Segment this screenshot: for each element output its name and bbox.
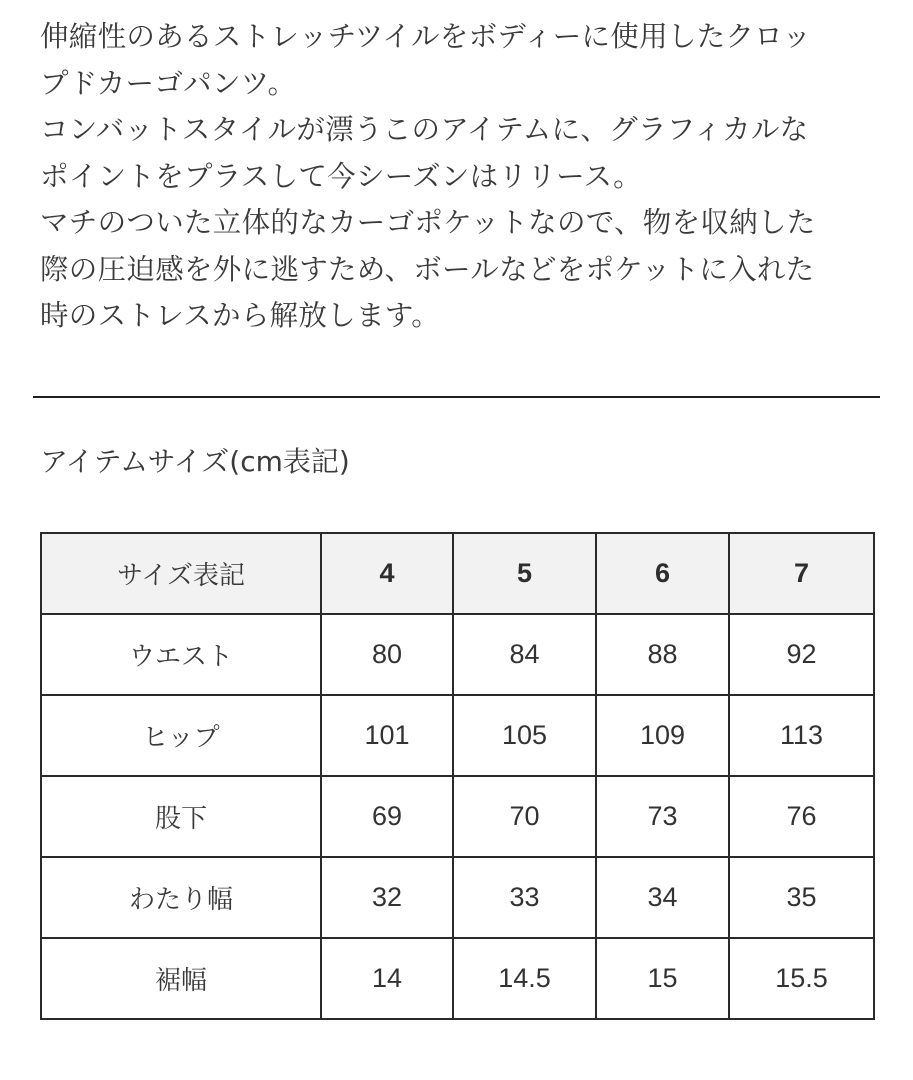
table-cell: 15	[596, 938, 729, 1019]
description-line: 際の圧迫感を外に逃すため、ボールなどをポケットに入れた	[40, 252, 815, 286]
description-line: プドカーゴパンツ。	[40, 66, 297, 100]
table-cell: 33	[453, 857, 596, 938]
table-cell: 15.5	[729, 938, 874, 1019]
size-table	[40, 532, 875, 1020]
size-header-cell: 6	[596, 533, 729, 614]
table-cell: 76	[729, 776, 874, 857]
table-cell: 88	[596, 614, 729, 695]
table-cell: 109	[596, 695, 729, 776]
section-divider	[33, 396, 880, 398]
table-cell: 80	[321, 614, 453, 695]
table-cell: 14	[321, 938, 453, 1019]
size-header-cell: 5	[453, 533, 596, 614]
table-cell: 73	[596, 776, 729, 857]
table-cell: 14.5	[453, 938, 596, 1019]
table-cell: 84	[453, 614, 596, 695]
size-header-cell: 4	[321, 533, 453, 614]
description-line: 時のストレスから解放します。	[40, 299, 441, 332]
size-label-header: サイズ表記	[41, 533, 321, 614]
table-cell: 32	[321, 857, 453, 938]
table-header-row	[41, 533, 874, 614]
table-row	[41, 695, 874, 776]
size-header-cell: 7	[729, 533, 874, 614]
description-line: コンバットスタイルが漂うこのアイテムに、グラフィカルな	[40, 113, 809, 146]
measurement-label: わたり幅	[41, 857, 321, 938]
measurement-label: 股下	[41, 776, 321, 857]
table-row	[41, 776, 874, 857]
measurement-label: ウエスト	[41, 614, 321, 695]
table-cell: 70	[453, 776, 596, 857]
table-cell: 113	[729, 695, 874, 776]
description-line: ポイントをプラスして今シーズンはリリース。	[40, 159, 642, 193]
size-section-title: アイテムサイズ(cm表記)	[40, 445, 350, 478]
table-cell: 105	[453, 695, 596, 776]
description-line: 伸縮性のあるストレッチツイルをボディーに使用したクロッ	[40, 20, 812, 53]
measurement-label: 裾幅	[41, 938, 321, 1019]
table-cell: 35	[729, 857, 874, 938]
table-cell: 92	[729, 614, 874, 695]
table-row	[41, 614, 874, 695]
table-cell: 101	[321, 695, 453, 776]
table-row	[41, 857, 874, 938]
measurement-label: ヒップ	[41, 695, 321, 776]
table-row	[41, 938, 874, 1019]
product-description	[40, 14, 890, 340]
table-cell: 34	[596, 857, 729, 938]
table-cell: 69	[321, 776, 453, 857]
description-line: マチのついた立体的なカーゴポケットなので、物を収納した	[40, 206, 816, 239]
